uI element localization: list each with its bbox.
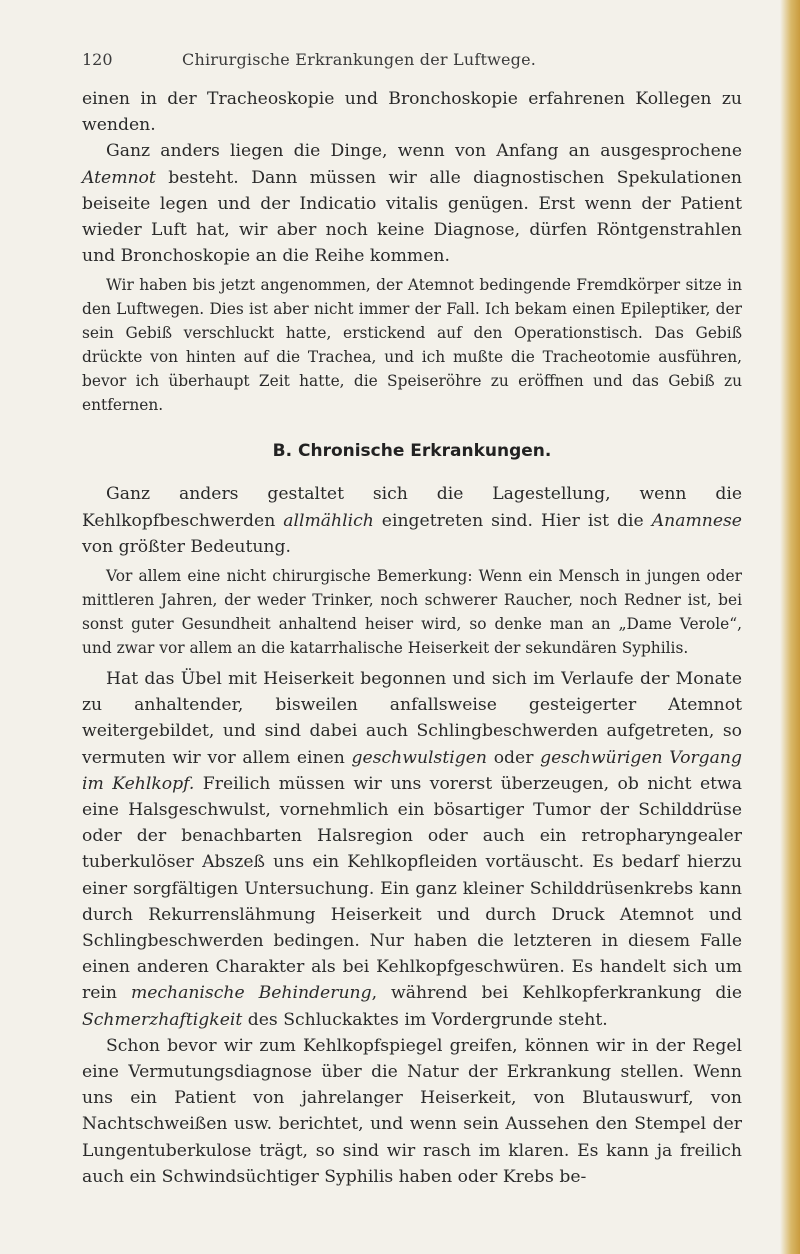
text-run: Freilich müssen wir uns vorerst überzeugen, ob nicht etwa eine Halsgeschwulst, vornehmlich ein bösartiger Tumor der Schilddrüse oder der benachbarten Halsregion oder auch ein retropharyngealer tuberkulöser Abszeß uns ein Kehlkopfleiden vortäuscht. Es bedarf hierzu einer sorgfältigen Untersuchung. Ein ganz kleiner Schilddrüsenkrebs kann durch Rekurrenslähmung Heiserkeit und durch Druck Atemnot und Schlingbeschwerden bedingen. Nur haben die letzteren in diesem Falle einen anderen Charakter als bei Kehlkopfgeschwüren. Es handelt sich um rein — [82, 773, 742, 1004]
text-run: besteht. Dann müssen wir alle diagnostischen Spekulationen beiseite legen und der Indicatio vitalis genügen. Erst wenn der Patient wieder Luft hat, wir aber noch keine Diagnose, dürfen Röntgenstrahlen und Bronchoskopie an die Reihe kommen. — [82, 167, 742, 267]
paragraph-5: Vor allem eine nicht chirurgische Bemerkung: Wenn ein Mensch in jungen oder mittleren Jahren, der weder Trinker, noch schwerer Raucher, noch Redner ist, bei sonst guter Gesundheit anhaltend heiser wird, so denke man an „Dame Verole“, und zwar vor allem an die katarrhalische Heiserkeit der sekundären Syphilis. — [82, 567, 742, 658]
paragraph-3: Wir haben bis jetzt angenommen, der Atemnot bedingende Fremdkörper sitze in den Luftwegen. Dies ist aber nicht immer der Fall. Ich bekam einen Epileptiker, der sein Gebiß verschluckt hatte, erstickend auf den Operationstisch. Das Gebiß drückte von hinten auf die Trachea, und ich mußte die Tracheotomie ausführen, bevor ich überhaupt Zeit hatte, die Speiseröhre zu eröffnen und das Gebiß zu entfernen. — [82, 276, 742, 415]
emphasis-atemnot: Atemnot — [82, 167, 156, 188]
text-run: des Schluckaktes im Vordergrunde steht. — [242, 1009, 608, 1030]
text-run: oder — [486, 747, 541, 768]
emphasis-geschwulstigen: geschwulstigen — [351, 747, 487, 768]
emphasis-mechanische-behinderung: mechanische Behinderung — [130, 983, 372, 1004]
text-run: eingetreten sind. Hier ist die — [373, 510, 652, 531]
page-number: 120 — [82, 50, 113, 69]
page-body — [82, 86, 742, 1190]
emphasis-anamnese: Anamnese — [651, 510, 742, 531]
text-run: von größter Bedeutung. — [82, 536, 291, 557]
text-run: Hat das Übel mit Heiserkeit begonnen und sich im Verlaufe der Monate zu anhaltender, bisweilen anfallsweise gesteigerter Atemnot weitergebildet, und sind dabei auch Schlingbeschwerden aufgetreten, so vermuten wir vor allem einen — [82, 669, 742, 768]
text-run: Ganz anders liegen die Dinge, wenn von Anfang an ausgesprochene — [106, 141, 742, 162]
emphasis-allmaehlich: allmählich — [283, 510, 374, 531]
running-title: Chirurgische Erkrankungen der Luftwege. — [182, 50, 537, 69]
page-header — [82, 50, 740, 74]
text-run: Ganz anders gestaltet sich die Lagestellung, wenn die Kehlkopfbeschwerden — [82, 484, 742, 531]
paragraph-2 — [82, 138, 742, 269]
paragraph-6 — [82, 666, 742, 1033]
text-run: , während bei Kehlkopferkrankung die — [371, 983, 742, 1004]
emphasis-vorgang: geschwürigen Vorgang im Kehlkopf. — [82, 747, 742, 794]
emphasis-schmerzhaftigkeit: Schmerzhaftigkeit — [82, 1009, 243, 1030]
page-edge-decoration — [780, 0, 800, 1254]
paragraph-7: Schon bevor wir zum Kehlkopfspiegel greifen, können wir in der Regel eine Vermutungsdiagnose über die Natur der Erkrankung stellen. Wenn uns ein Patient von jahrelanger Heiserkeit, von Blutauswurf, von Nachtschweißen usw. berichtet, und wenn sein Aussehen den Stempel der Lungentuberkulose trägt, so sind wir rasch im klaren. Es kann ja freilich auch ein Schwindsüchtiger Syphilis haben oder Krebs be- — [82, 1035, 742, 1187]
paragraph-4 — [82, 481, 742, 560]
section-heading: B. Chronische Erkrankungen. — [272, 441, 552, 462]
paragraph-1: einen in der Tracheoskopie und Bronchoskopie erfahrenen Kollegen zu wenden. — [82, 89, 742, 136]
